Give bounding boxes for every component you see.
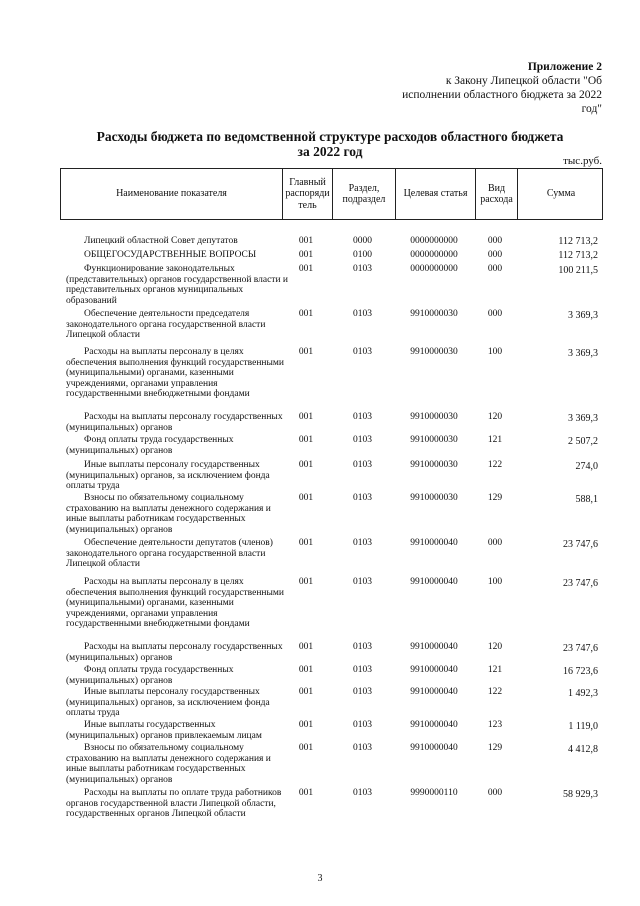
cell-target: 9910000030 [410, 493, 458, 503]
cell-target: 9910000040 [410, 743, 458, 753]
page-number: 3 [317, 873, 323, 884]
cell-sum: 4 412,8 [568, 744, 598, 755]
cell-sum: 23 747,6 [563, 643, 598, 654]
cell-manager: 001 [298, 412, 314, 422]
cell-name: Обеспечение деятельности председателя законодательного органа государственной власти Липецкой области [66, 309, 266, 340]
cell-expense-type: 120 [487, 412, 503, 422]
cell-expense-type: 000 [487, 309, 503, 319]
cell-name: Фонд оплаты труда государственных (муниципальных) органов [66, 665, 234, 686]
appendix-title: Приложение 2 [527, 61, 602, 73]
cell-name: ОБЩЕГОСУДАРСТВЕННЫЕ ВОПРОСЫ [84, 250, 257, 260]
cell-target: 9910000030 [410, 460, 458, 470]
cell-target: 9910000040 [410, 642, 458, 652]
document-title-line: Расходы бюджета по ведомственной структуре расходов областного бюджета [96, 129, 564, 144]
cell-sum: 274,0 [575, 461, 598, 472]
cell-target: 9910000040 [410, 687, 458, 697]
header-target: Целевая статья [395, 169, 475, 219]
cell-section: 0103 [353, 538, 372, 548]
cell-expense-type: 100 [487, 347, 503, 357]
cell-name: Расходы на выплаты по оплате труда работников органов государственной власти Липецкой области, государственных органов Липецкой области [66, 788, 282, 819]
cell-name: Взносы по обязательному социальному страхованию на выплаты денежного содержания и иные выплаты работникам государственных (муниципальных) органов [66, 743, 271, 785]
table-header [60, 168, 603, 220]
cell-name: Расходы на выплаты персоналу государственных (муниципальных) органов [66, 642, 283, 663]
cell-expense-type: 121 [487, 665, 503, 675]
cell-name: Взносы по обязательному социальному страхованию на выплаты денежного содержания и иные выплаты работникам государственных (муниципальных) органов [66, 493, 271, 535]
cell-manager: 001 [298, 788, 314, 798]
cell-target: 9910000030 [410, 435, 458, 445]
header-name: Наименование показателя [116, 188, 227, 200]
cell-expense-type: 122 [487, 687, 503, 697]
units-label: тыс.руб. [563, 155, 602, 167]
cell-manager: 001 [298, 743, 314, 753]
cell-section: 0103 [353, 460, 372, 470]
cell-manager: 001 [298, 250, 314, 260]
header-sum: Сумма [517, 169, 604, 219]
cell-manager: 001 [298, 236, 314, 246]
cell-name: Липецкий областной Совет депутатов [84, 236, 238, 246]
cell-target: 0000000000 [410, 236, 458, 246]
cell-manager: 001 [298, 347, 314, 357]
cell-section: 0103 [353, 665, 372, 675]
cell-name: Фонд оплаты труда государственных (муниципальных) органов [66, 435, 234, 456]
cell-expense-type: 000 [487, 250, 503, 260]
cell-name: Функционирование законодательных (представительных) органов государственной власти и представительных органов муниципальных образований [66, 264, 289, 306]
cell-name: Расходы на выплаты персоналу в целях обеспечения выполнения функций государственными (муниципальными) органами, казенными учреждениями, органами управления государственными внебюджетными фондами [66, 577, 284, 629]
cell-name: Иные выплаты государственных (муниципальных) органов привлекаемым лицам [66, 720, 262, 741]
cell-sum: 112 713,2 [558, 236, 598, 247]
cell-manager: 001 [298, 538, 314, 548]
cell-target: 0000000000 [410, 250, 458, 260]
cell-manager: 001 [298, 687, 314, 697]
appendix-line: к Закону Липецкой области "Об [445, 75, 602, 87]
cell-sum: 3 369,3 [568, 413, 598, 424]
cell-expense-type: 123 [487, 720, 503, 730]
cell-expense-type: 120 [487, 642, 503, 652]
cell-expense-type: 129 [487, 743, 503, 753]
cell-sum: 1 119,0 [568, 721, 598, 732]
cell-target: 0000000000 [410, 264, 458, 274]
cell-section: 0103 [353, 642, 372, 652]
header-manager: Главный распоряди тель [282, 169, 332, 219]
cell-name: Расходы на выплаты персоналу государственных (муниципальных) органов [66, 412, 283, 433]
cell-section: 0103 [353, 577, 372, 587]
cell-section: 0103 [353, 493, 372, 503]
cell-name: Иные выплаты персоналу государственных (муниципальных) органов, за исключением фонда оплаты труда [66, 460, 270, 491]
cell-expense-type: 000 [487, 236, 503, 246]
cell-expense-type: 122 [487, 460, 503, 470]
cell-section: 0103 [353, 347, 372, 357]
cell-sum: 588,1 [575, 494, 598, 505]
header-expense-type: Вид расхода [475, 169, 517, 219]
cell-expense-type: 100 [487, 577, 503, 587]
header-section: Раздел, подраздел [332, 169, 395, 219]
cell-manager: 001 [298, 642, 314, 652]
cell-name: Расходы на выплаты персоналу в целях обеспечения выполнения функций государственными (муниципальными) органами, казенными учреждениями, органами управления государственными внебюджетными фондами [66, 347, 284, 399]
cell-section: 0103 [353, 720, 372, 730]
cell-target: 9910000030 [410, 347, 458, 357]
cell-manager: 001 [298, 493, 314, 503]
cell-section: 0103 [353, 788, 372, 798]
cell-sum: 23 747,6 [563, 578, 598, 589]
document-title [60, 129, 600, 159]
appendix-reference [362, 60, 602, 116]
cell-target: 9910000040 [410, 720, 458, 730]
cell-expense-type: 000 [487, 788, 503, 798]
cell-manager: 001 [298, 665, 314, 675]
cell-section: 0103 [353, 264, 372, 274]
cell-manager: 001 [298, 720, 314, 730]
cell-manager: 001 [298, 435, 314, 445]
cell-section: 0103 [353, 435, 372, 445]
cell-manager: 001 [298, 460, 314, 470]
cell-sum: 16 723,6 [563, 666, 598, 677]
cell-target: 9910000030 [410, 412, 458, 422]
cell-sum: 23 747,6 [563, 539, 598, 550]
cell-target: 9910000040 [410, 538, 458, 548]
cell-expense-type: 000 [487, 538, 503, 548]
cell-sum: 100 211,5 [558, 265, 598, 276]
cell-section: 0103 [353, 412, 372, 422]
cell-manager: 001 [298, 577, 314, 587]
cell-section: 0000 [353, 236, 372, 246]
cell-target: 9910000040 [410, 577, 458, 587]
appendix-line: исполнении областного бюджета за 2022 [402, 89, 602, 101]
cell-sum: 2 507,2 [568, 436, 598, 447]
cell-section: 0100 [353, 250, 372, 260]
cell-target: 9990000110 [410, 788, 458, 798]
cell-sum: 3 369,3 [568, 310, 598, 321]
document-title-year: за 2022 год [297, 144, 363, 159]
cell-expense-type: 129 [487, 493, 503, 503]
cell-target: 9910000030 [410, 309, 458, 319]
cell-section: 0103 [353, 687, 372, 697]
cell-name: Обеспечение деятельности депутатов (членов) законодательного органа государственной власти Липецкой области [66, 538, 273, 569]
cell-expense-type: 000 [487, 264, 503, 274]
cell-section: 0103 [353, 743, 372, 753]
cell-manager: 001 [298, 309, 314, 319]
cell-target: 9910000040 [410, 665, 458, 675]
cell-expense-type: 121 [487, 435, 503, 445]
cell-sum: 58 929,3 [563, 789, 598, 800]
appendix-line: год" [581, 103, 602, 115]
cell-sum: 3 369,3 [568, 348, 598, 359]
cell-manager: 001 [298, 264, 314, 274]
cell-name: Иные выплаты персоналу государственных (муниципальных) органов, за исключением фонда оплаты труда [66, 687, 270, 718]
cell-sum: 1 492,3 [568, 688, 598, 699]
cell-sum: 112 713,2 [558, 250, 598, 261]
cell-section: 0103 [353, 309, 372, 319]
